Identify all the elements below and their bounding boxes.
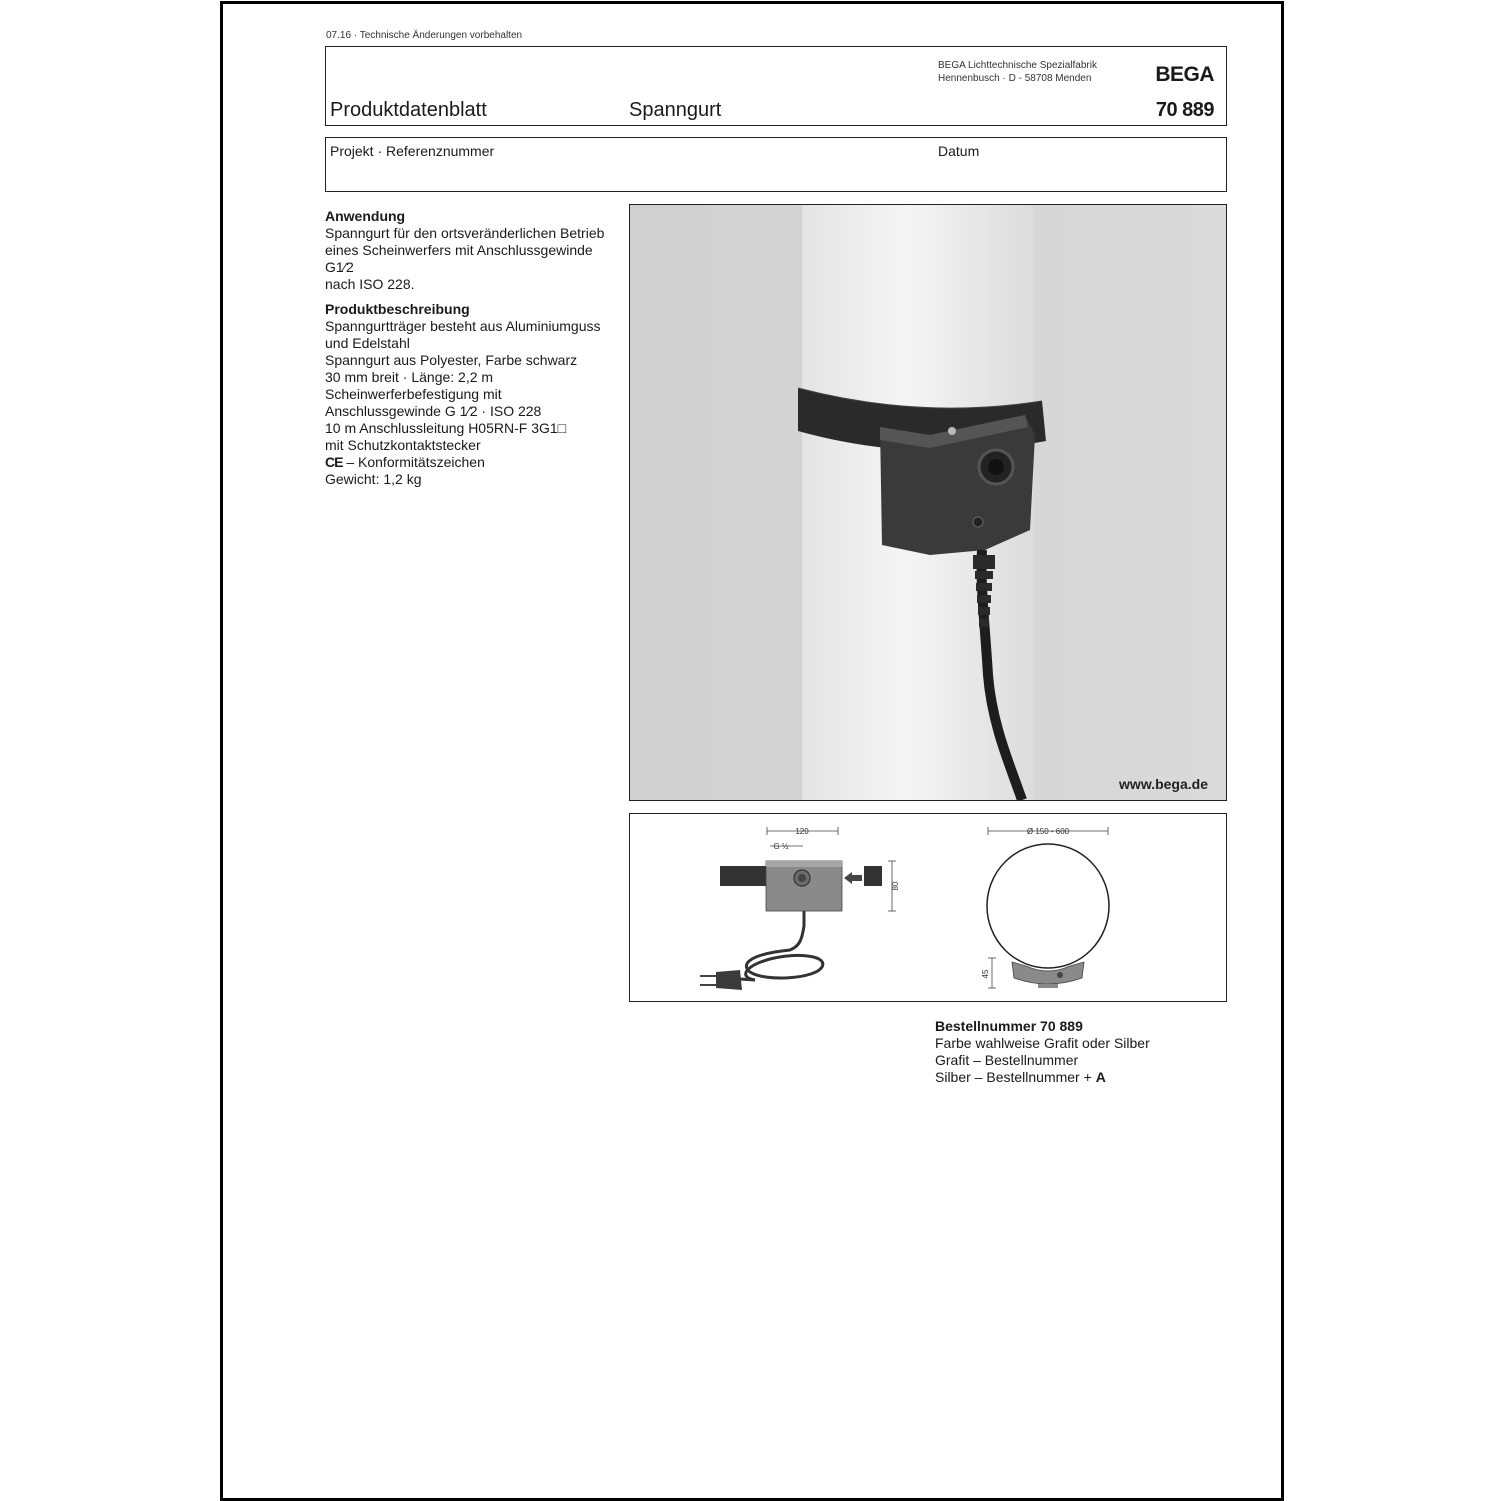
order-number-title: Bestellnummer 70 889 [935, 1018, 1083, 1034]
width-dimension-label: 120 [795, 827, 809, 836]
top-note: 07.16 · Technische Änderungen vorbehalten [326, 30, 523, 41]
company-line-2: Hennenbusch · D - 58708 Menden [938, 73, 1092, 84]
company-line-1: BEGA Lichttechnische Spezialfabrik [938, 60, 1097, 71]
project-box [325, 137, 1227, 192]
order-line-prefix: Silber – Bestellnummer + [935, 1069, 1096, 1085]
product-photo [629, 204, 1227, 801]
technical-drawing [629, 813, 1227, 1002]
ce-line [325, 454, 615, 471]
description-line: Spanngurtträger besteht aus Aluminiumguss [325, 318, 601, 334]
application-line: eines Scheinwerfers mit Anschlussgewinde G1⁄2 [325, 242, 593, 275]
description-line: und Edelstahl [325, 335, 410, 351]
article-number: 70 889 [1155, 99, 1214, 121]
application-line: nach ISO 228. [325, 276, 415, 292]
height-dimension-label: 80 [891, 881, 900, 891]
company-address [938, 59, 1097, 85]
plug-icon [716, 970, 742, 990]
product-name: Spanngurt [629, 99, 722, 121]
description-line: Anschlussgewinde G 1⁄2 · ISO 228 [325, 403, 542, 419]
ring-icon [987, 844, 1109, 968]
bracket-height-dimension-label: 45 [981, 969, 990, 979]
website-link[interactable]: www.bega.de [1119, 776, 1208, 792]
order-line: Farbe wahlweise Grafit oder Silber [935, 1035, 1150, 1051]
description-line: 30 mm breit · Länge: 2,2 m [325, 369, 494, 385]
ce-mark-icon: CE [325, 454, 343, 470]
application-heading: Anwendung [325, 208, 406, 224]
description-line: Scheinwerferbefestigung mit [325, 386, 502, 402]
technical-drawing-svg [630, 814, 1226, 1001]
thread-dimension-label: G ½ [773, 842, 789, 851]
date-label: Datum [938, 143, 980, 159]
project-label: Projekt · Referenznummer [330, 143, 495, 159]
order-info [935, 1018, 1150, 1086]
ring-bracket-icon [1012, 962, 1084, 984]
strap-left-icon [720, 866, 770, 886]
diameter-dimension-label: Ø 150 - 600 [1026, 827, 1070, 836]
cable-coil-icon [746, 911, 823, 980]
order-line-suffix: A [1095, 1069, 1106, 1085]
order-line: Grafit – Bestellnummer [935, 1052, 1079, 1068]
strap-right-icon [864, 866, 882, 886]
weight: Gewicht: 1,2 kg [325, 471, 422, 487]
description-line: Spanngurt aus Polyester, Farbe schwarz [325, 352, 578, 368]
product-description-heading: Produktbeschreibung [325, 301, 470, 317]
order-line [935, 1069, 1150, 1086]
product-photo-illustration [630, 205, 1226, 800]
ce-text: – Konformitätszeichen [342, 454, 485, 470]
arrow-icon [844, 872, 862, 884]
application-line: Spanngurt für den ortsveränderlichen Betrieb [325, 225, 605, 241]
description-column [325, 208, 615, 488]
page-frame [220, 1, 1284, 1501]
header-box [325, 46, 1227, 126]
brand-logo: BEGA [1155, 63, 1214, 86]
document-title: Produktdatenblatt [330, 99, 487, 121]
description-line: 10 m Anschlussleitung H05RN-F 3G1□ [325, 420, 567, 436]
description-line: mit Schutzkontaktstecker [325, 437, 481, 453]
